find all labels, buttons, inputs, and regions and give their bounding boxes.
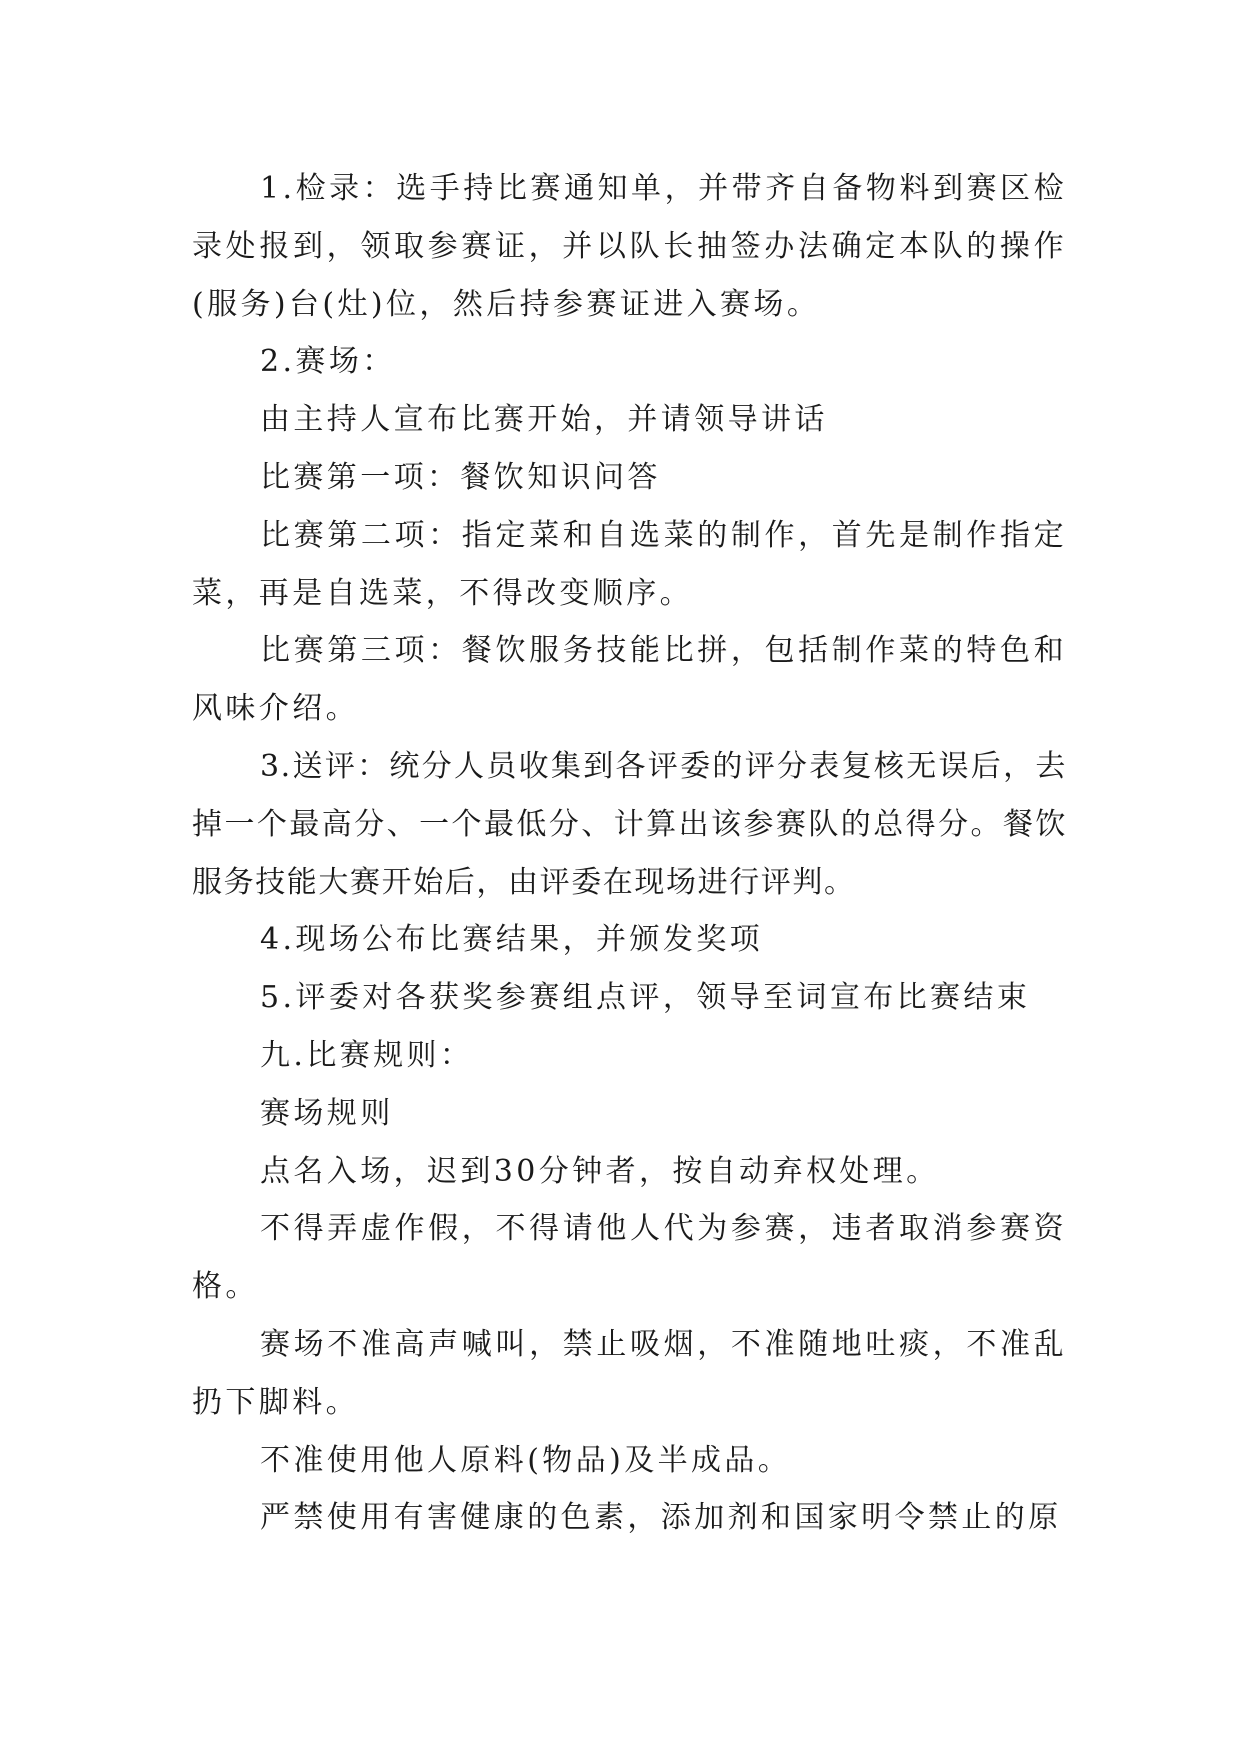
paragraph-item-one: 比赛第一项：餐饮知识问答 xyxy=(260,459,661,495)
section-heading-rules: 九.比赛规则： xyxy=(260,1037,474,1073)
paragraph-item-two: 比赛第二项：指定菜和自选菜的制作，首先是制作指定菜，再是自选菜，不得改变顺序。 xyxy=(192,517,1067,611)
document-body xyxy=(192,160,1067,1547)
paragraph-opening: 由主持人宣布比赛开始，并请领导讲话 xyxy=(260,402,828,438)
paragraph-review: 5.评委对各获奖参赛组点评，领导至词宣布比赛结束 xyxy=(260,980,1031,1016)
rule-conduct: 赛场不准高声喊叫，禁止吸烟，不准随地吐痰，不准乱扔下脚料。 xyxy=(192,1326,1067,1420)
rule-no-fraud: 不得弄虚作假，不得请他人代为参赛，违者取消参赛资格。 xyxy=(192,1211,1067,1305)
subheading-venue-rules: 赛场规则 xyxy=(260,1095,394,1131)
paragraph-item-three: 比赛第三项：餐饮服务技能比拼，包括制作菜的特色和风味介绍。 xyxy=(192,633,1067,727)
paragraph-venue-heading: 2.赛场： xyxy=(260,344,396,380)
rule-additives: 严禁使用有害健康的色素，添加剂和国家明令禁止的原 xyxy=(260,1500,1062,1536)
rule-late-arrival: 点名入场，迟到30分钟者，按自动弃权处理。 xyxy=(260,1153,940,1189)
rule-materials: 不准使用他人原料(物品)及半成品。 xyxy=(260,1442,792,1478)
paragraph-scoring: 3.送评：统分人员收集到各评委的评分表复核无误后，去掉一个最高分、一个最低分、计算出该参赛队的总得分。餐饮服务技能大赛开始后，由评委在现场进行评判。 xyxy=(192,748,1067,900)
paragraph-results: 4.现场公布比赛结果，并颁发奖项 xyxy=(260,922,764,958)
paragraph-checkin: 1.检录：选手持比赛通知单，并带齐自备物料到赛区检录处报到，领取参赛证，并以队长抽签办法确定本队的操作(服务)台(灶)位，然后持参赛证进入赛场。 xyxy=(192,171,1067,322)
